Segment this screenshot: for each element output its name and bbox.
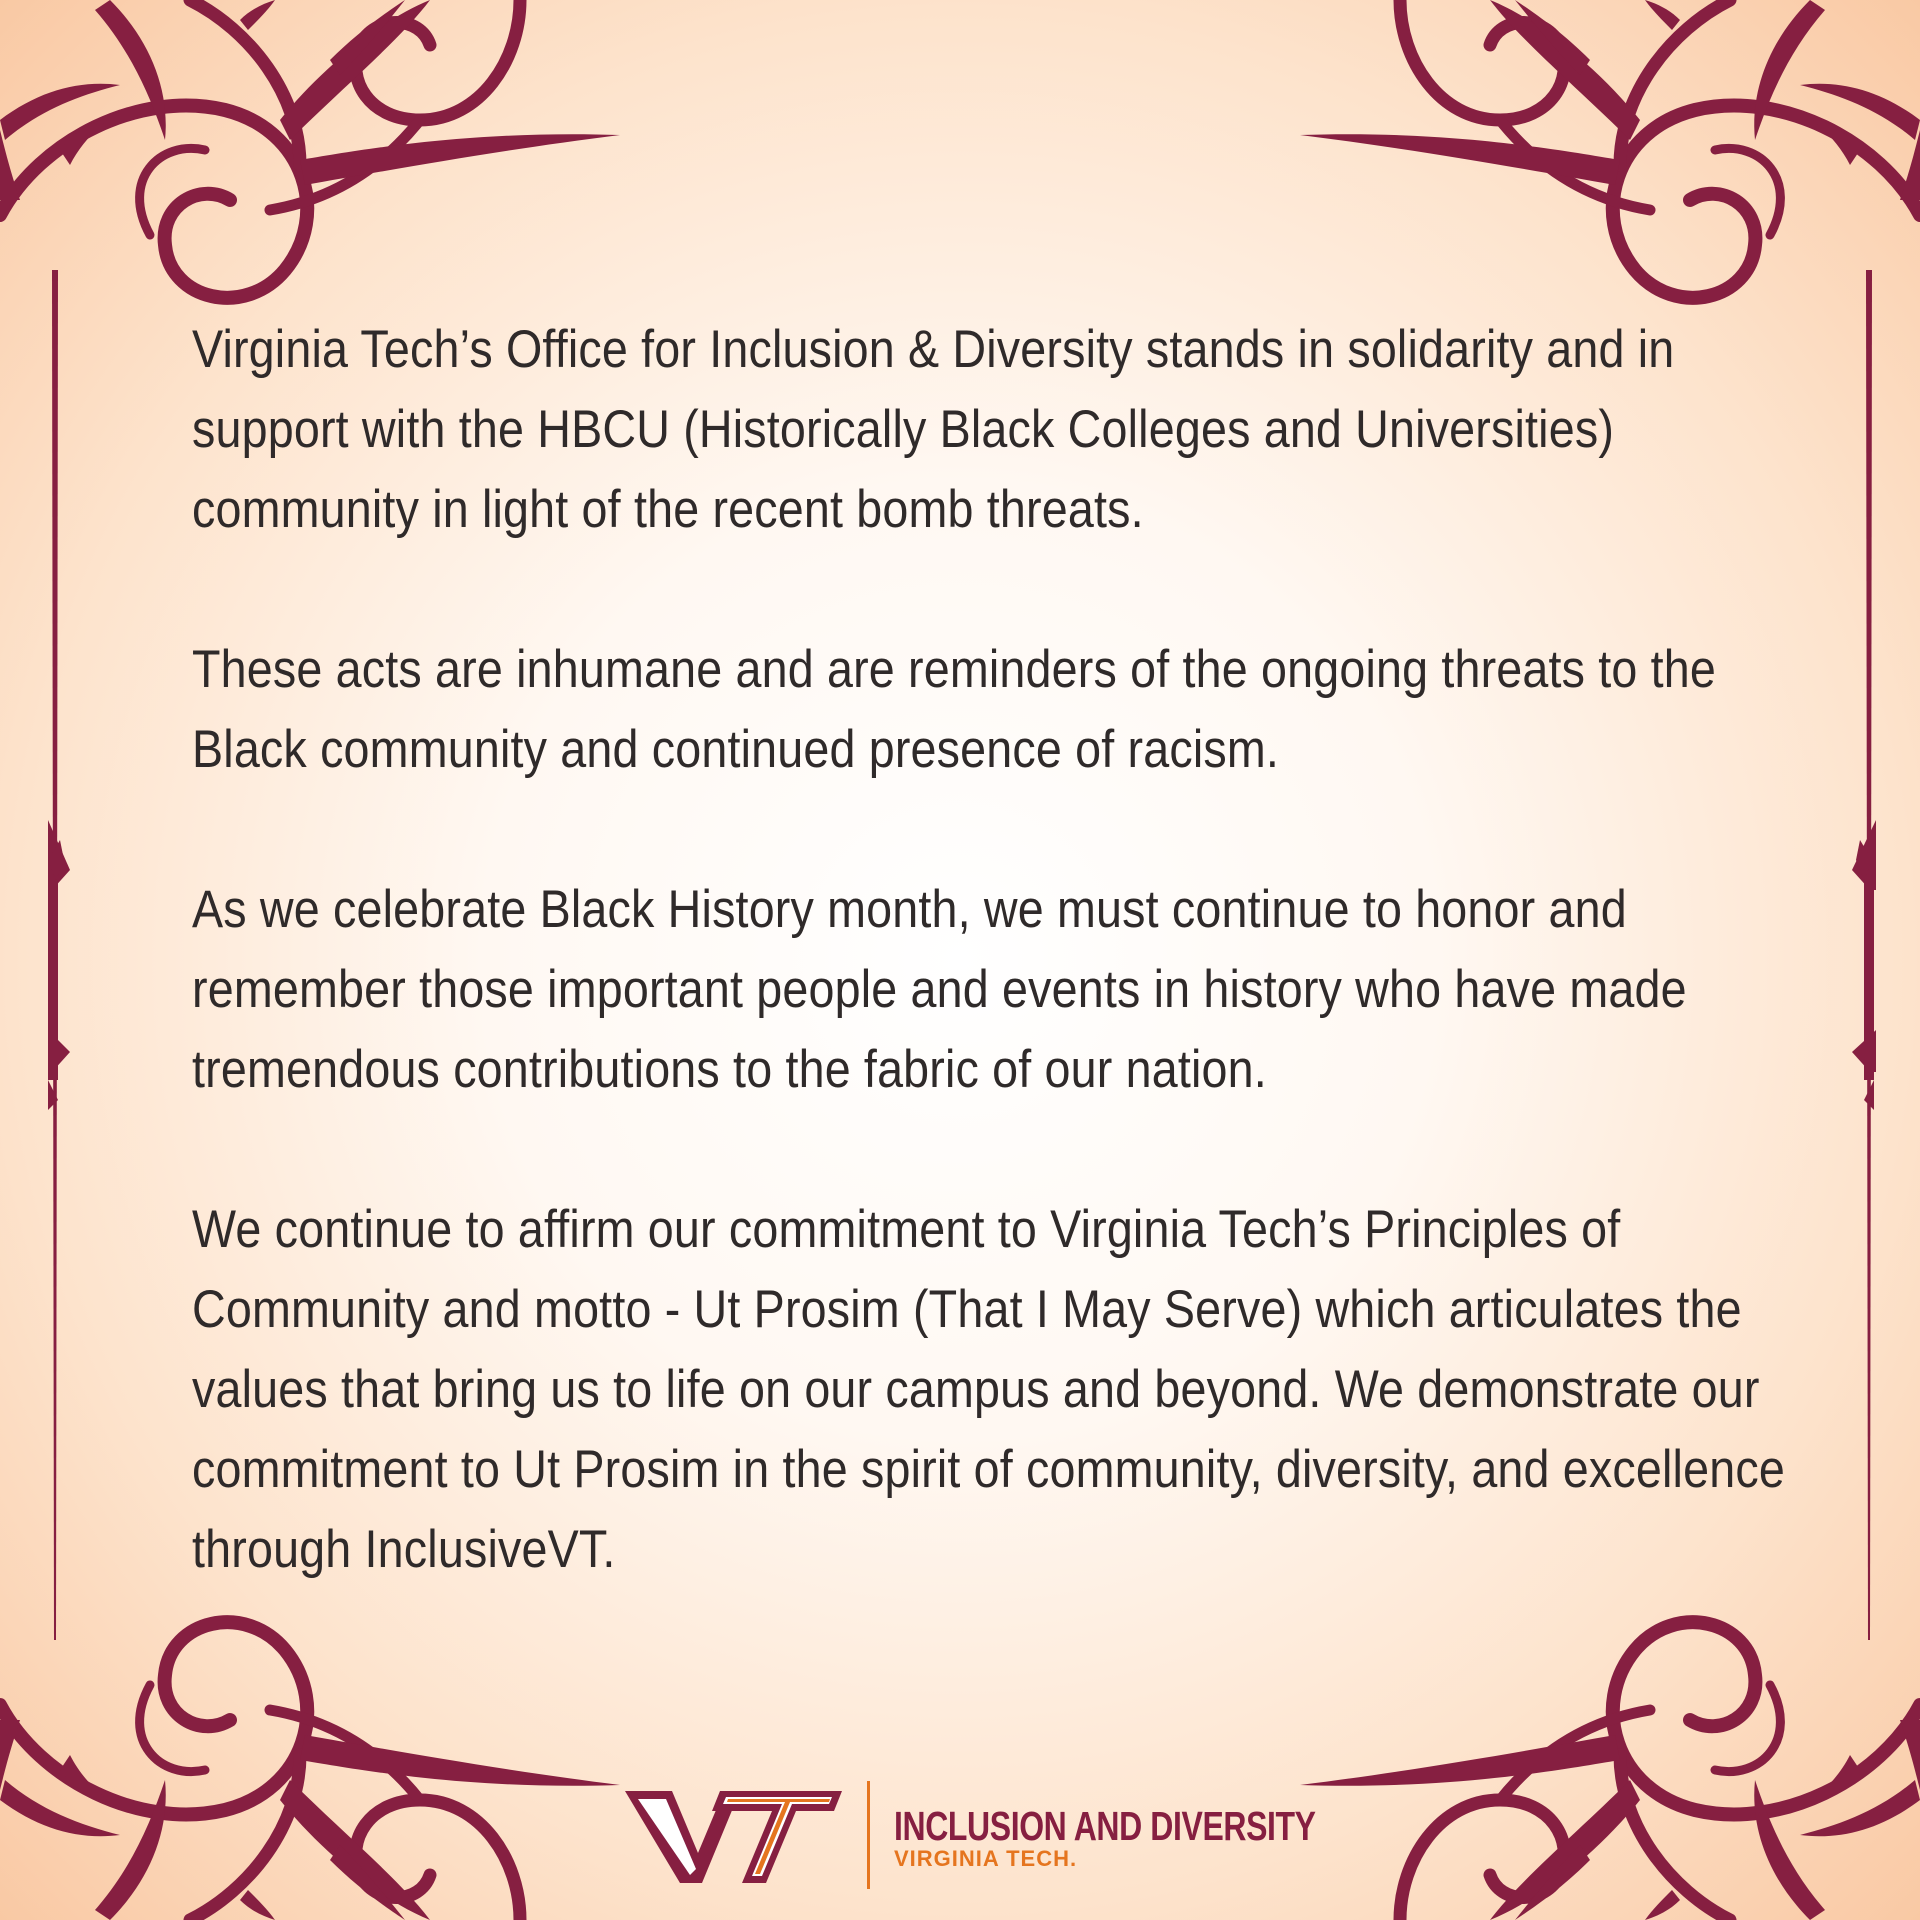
- logo-text: [894, 1805, 1435, 1871]
- vt-inclusion-diversity-logo: [620, 1780, 1435, 1890]
- left-border-ornament-icon: [48, 270, 70, 1640]
- corner-flourish-bottom-left-icon: [0, 1622, 620, 1920]
- vt-logo-mark: [620, 1783, 845, 1888]
- statement-paragraph-4: We continue to affirm our commitment to Virginia Tech’s Principles of Community and motto - Ut Prosim (That I May Serve) which articulates the values that bring us to life on our campus and beyond. We demonstrate our commitment to Ut Prosim in the spirit of community, diversity, and excellence through InclusiveVT.: [192, 1200, 1785, 1579]
- statement-paragraph-1: Virginia Tech’s Office for Inclusion & Diversity stands in solidarity and in support with the HBCU (Historically Black Colleges and Universities) community in light of the recent bomb threats.: [192, 320, 1675, 539]
- right-border-ornament-icon: [1852, 270, 1876, 1640]
- statement-paragraph-2: These acts are inhumane and are reminders of the ongoing threats to the Black community and continued presence of racism.: [192, 640, 1717, 779]
- logo-title: INCLUSION AND DIVERSITY: [894, 1803, 1316, 1849]
- logo-divider: [867, 1781, 870, 1889]
- corner-flourish-top-left-icon: [0, 0, 620, 298]
- logo-subtitle: VIRGINIA TECH.: [894, 1846, 1078, 1871]
- statement-paragraph-3: As we celebrate Black History month, we must continue to honor and remember those important people and events in history who have made tremendous contributions to the fabric of our nation.: [192, 880, 1687, 1099]
- statement-text: [192, 310, 1785, 1590]
- corner-flourish-top-right-icon: [1300, 0, 1920, 298]
